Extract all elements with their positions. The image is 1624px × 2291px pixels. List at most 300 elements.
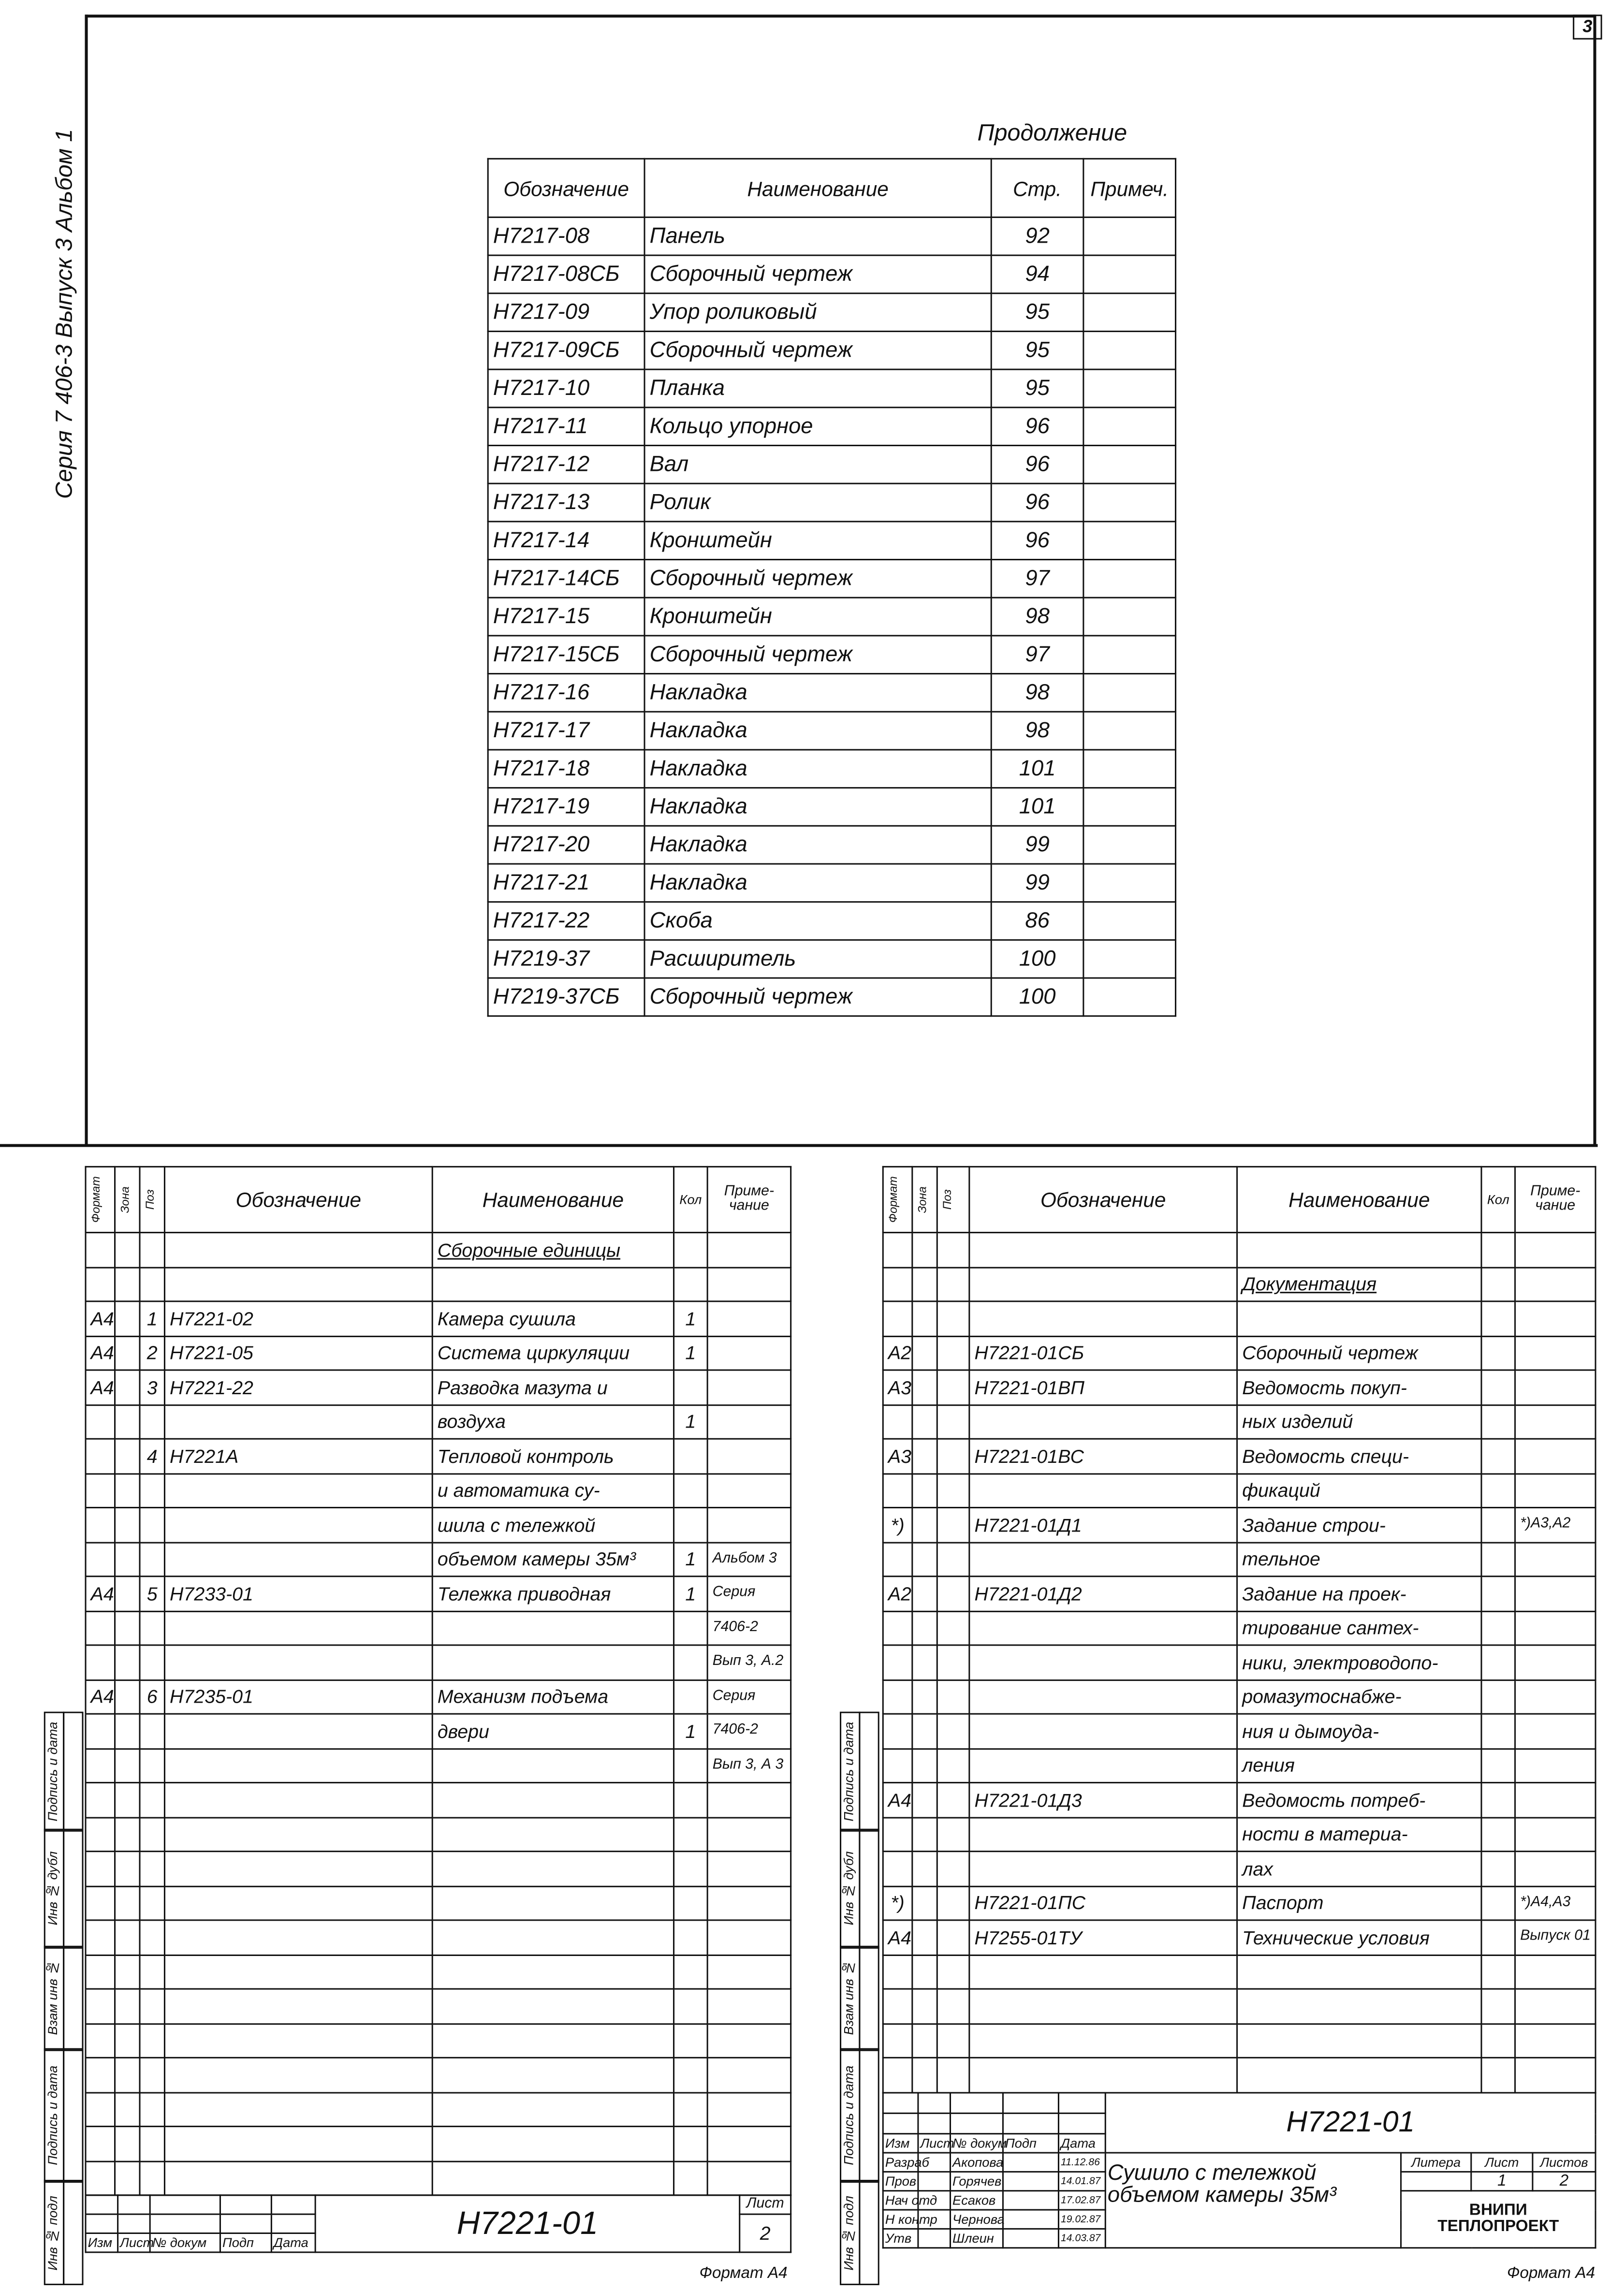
position-cell (140, 1817, 164, 1852)
name-cell (432, 1611, 673, 1645)
spec-row (86, 1267, 791, 1301)
note-cell (1515, 1370, 1595, 1404)
name-cell: Ведомость потреб- (1237, 1782, 1481, 1817)
side-stamp-cell: Инв № дубл (840, 1829, 860, 1949)
designation-cell (164, 1473, 432, 1507)
position-cell (937, 1679, 969, 1714)
header-note: Примеч. (1083, 159, 1176, 217)
note-cell (1515, 1611, 1595, 1645)
quantity-cell (1481, 1370, 1515, 1404)
format-cell (883, 2023, 912, 2058)
position-cell (140, 1852, 164, 1886)
page-cell: 98 (991, 712, 1083, 750)
page-cell: 101 (991, 750, 1083, 788)
name-cell (432, 1886, 673, 1920)
position-cell (937, 1611, 969, 1645)
designation-cell: H7217-16 (488, 674, 644, 712)
position-cell (937, 1955, 969, 1989)
quantity-cell (1481, 1782, 1515, 1817)
zone-cell (115, 2092, 140, 2126)
zone-cell (912, 1576, 937, 1611)
quantity-cell (1481, 1611, 1515, 1645)
format-cell (86, 2023, 115, 2058)
designation-cell (969, 1748, 1237, 1782)
position-cell: 4 (140, 1439, 164, 1473)
name-cell (1237, 1955, 1481, 1989)
format-cell (883, 1233, 912, 1267)
zone-cell (115, 1817, 140, 1852)
spec-row (883, 1507, 1595, 1542)
name-cell: ромазутоснабже- (1237, 1679, 1481, 1714)
note-cell (1515, 1336, 1595, 1370)
designation-cell: H7217-13 (488, 483, 644, 522)
page-cell: 96 (991, 483, 1083, 522)
position-cell (140, 1920, 164, 1955)
spec-row (86, 1955, 791, 1989)
spec-row (86, 1233, 791, 1267)
name-cell: Панель (644, 217, 991, 255)
zone-cell (115, 1473, 140, 1507)
right-title-block (882, 2092, 1596, 2248)
table-row (488, 293, 1175, 332)
note-cell (707, 1404, 790, 1439)
format-cell: A4 (86, 1370, 115, 1404)
sheets-value: 2 (1533, 2172, 1595, 2190)
name-cell: Сборочный чертеж (644, 978, 991, 1016)
spec-row (86, 2127, 791, 2161)
stamp-header-cell: Изм (883, 2134, 918, 2153)
table-header (86, 1167, 791, 1232)
note-cell (707, 1267, 790, 1301)
spec-row (883, 1852, 1595, 1886)
note-cell (1083, 293, 1176, 332)
zone-cell (912, 1920, 937, 1955)
zone-cell (115, 1336, 140, 1370)
side-stamp-cell: Взам инв № (840, 1946, 860, 2051)
note-cell (1083, 483, 1176, 522)
name-cell (432, 1645, 673, 1679)
position-cell (140, 2058, 164, 2092)
zone-cell (115, 1267, 140, 1301)
format-cell: *) (883, 1886, 912, 1920)
continuation-label: Продолжение (977, 121, 1127, 146)
note-cell (1083, 217, 1176, 255)
header-position (937, 1167, 969, 1232)
designation-cell: H7217-21 (488, 864, 644, 902)
note-cell (707, 1473, 790, 1507)
quantity-cell (674, 1817, 708, 1852)
designation-cell: H7221-01ПС (969, 1886, 1237, 1920)
table-row (488, 255, 1175, 293)
name-cell: тирование сантех- (1237, 1611, 1481, 1645)
name-cell: Накладка (644, 674, 991, 712)
name-cell (432, 1782, 673, 1817)
note-cell (707, 2127, 790, 2161)
name-cell (432, 1748, 673, 1782)
note-cell: Альбом 3 (707, 1542, 790, 1576)
stamp-header-cell: № докум (150, 2233, 220, 2252)
format-cell (86, 1507, 115, 1542)
zone-cell (115, 1576, 140, 1611)
designation-cell (969, 1611, 1237, 1645)
blank-cell (918, 2229, 951, 2247)
signer-role: Утв (883, 2229, 918, 2247)
page-cell: 100 (991, 940, 1083, 978)
position-cell (140, 1955, 164, 1989)
designation-cell: H7221-01Д1 (969, 1507, 1237, 1542)
designation-cell (164, 1645, 432, 1679)
designation-cell (164, 2023, 432, 2058)
name-cell: Ролик (644, 483, 991, 522)
designation-cell: H7217-09 (488, 293, 644, 332)
position-cell (937, 1989, 969, 2023)
note-cell (1083, 826, 1176, 864)
position-cell (937, 2058, 969, 2092)
side-stamp-cell: Подпись и дата (44, 2048, 64, 2183)
zone-cell (115, 1233, 140, 1267)
spec-row (86, 2092, 791, 2126)
zone-cell (115, 1645, 140, 1679)
zone-cell (115, 1852, 140, 1886)
designation-cell (164, 2161, 432, 2195)
name-cell (432, 1267, 673, 1301)
position-cell (937, 1748, 969, 1782)
side-stamp-cell: Взам инв № (44, 1946, 64, 2051)
note-cell (707, 1336, 790, 1370)
designation-cell (164, 2127, 432, 2161)
format-cell (883, 2058, 912, 2092)
quantity-cell (674, 2127, 708, 2161)
signer-role: Разраб (883, 2153, 918, 2172)
format-cell: *) (883, 1507, 912, 1542)
stamp-header-cell: Дата (1058, 2134, 1105, 2153)
spec-row (883, 1920, 1595, 1955)
frame-line (85, 15, 1595, 17)
quantity-cell (674, 1679, 708, 1714)
designation-cell (969, 1301, 1237, 1336)
quantity-cell (674, 1370, 708, 1404)
note-cell (1515, 1404, 1595, 1439)
side-stamp-value (859, 1946, 879, 2051)
zone-cell (912, 1301, 937, 1336)
note-cell (707, 1782, 790, 1817)
name-cell: ности в материа- (1237, 1817, 1481, 1852)
name-cell: Скоба (644, 902, 991, 940)
header-position (140, 1167, 164, 1232)
note-cell: *)A3,A2 (1515, 1507, 1595, 1542)
zone-cell (912, 1233, 937, 1267)
quantity-cell (1481, 1714, 1515, 1748)
sheet-label: Лист (740, 2195, 791, 2214)
name-cell (1237, 1301, 1481, 1336)
note-cell (1083, 598, 1176, 636)
name-cell: Упор роликовый (644, 293, 991, 332)
position-cell (937, 1370, 969, 1404)
spec-row (86, 1301, 791, 1336)
name-cell: Кольцо упорное (644, 408, 991, 446)
signature-cell (1003, 2153, 1058, 2172)
designation-cell: H7255-01ТУ (969, 1920, 1237, 1955)
name-cell: Система циркуляции (432, 1336, 673, 1370)
frame-line (85, 15, 88, 1144)
note-cell (1083, 255, 1176, 293)
format-cell (883, 1955, 912, 1989)
zone-cell (115, 1748, 140, 1782)
table-row (488, 674, 1175, 712)
designation-cell (164, 1404, 432, 1439)
format-cell: A4 (883, 1782, 912, 1817)
note-cell (707, 1370, 790, 1404)
frame-line (1594, 15, 1596, 1144)
spec-row (883, 1782, 1595, 1817)
name-cell (1237, 1233, 1481, 1267)
spec-row (86, 1782, 791, 1817)
sheet-label: Лист (1471, 2153, 1533, 2172)
designation-cell (164, 1748, 432, 1782)
position-cell (140, 1989, 164, 2023)
spec-row (86, 1920, 791, 1955)
name-cell (432, 1817, 673, 1852)
note-cell (707, 1886, 790, 1920)
product-name (1105, 2153, 1401, 2248)
header-format (883, 1167, 912, 1232)
designation-cell: H7235-01 (164, 1679, 432, 1714)
zone-cell (115, 1989, 140, 2023)
designation-cell: H7219-37 (488, 940, 644, 978)
quantity-cell: 1 (674, 1336, 708, 1370)
position-cell: 1 (140, 1301, 164, 1336)
position-cell (937, 1886, 969, 1920)
designation-cell (164, 1267, 432, 1301)
zone-cell (912, 2023, 937, 2058)
zone-cell (912, 1714, 937, 1748)
header-zone-text: Зона (118, 1186, 132, 1213)
name-cell: Разводка мазута и (432, 1370, 673, 1404)
table-row (488, 978, 1175, 1016)
zone-cell (912, 1852, 937, 1886)
litera-value (1401, 2172, 1471, 2190)
designation-cell: H7217-22 (488, 902, 644, 940)
zone-cell (115, 1404, 140, 1439)
organization-line: ТЕПЛОПРОЕКТ (1437, 2218, 1559, 2236)
name-cell: Сборочный чертеж (1237, 1336, 1481, 1370)
designation-cell (164, 1920, 432, 1955)
designation-cell: H7217-14 (488, 522, 644, 560)
spec-row (86, 1404, 791, 1439)
signer-row (883, 2153, 1595, 2172)
format-cell (883, 1611, 912, 1645)
designation-cell (164, 2058, 432, 2092)
format-cell (86, 1233, 115, 1267)
quantity-cell (1481, 1507, 1515, 1542)
stamp-header-cell: Лист (918, 2134, 951, 2153)
designation-cell (969, 1955, 1237, 1989)
position-cell (937, 2023, 969, 2058)
format-cell (883, 1679, 912, 1714)
position-cell (140, 1645, 164, 1679)
name-cell (1237, 2023, 1481, 2058)
position-cell (937, 1473, 969, 1507)
name-cell: Тележка приводная (432, 1576, 673, 1611)
page-cell: 92 (991, 217, 1083, 255)
zone-cell (115, 2127, 140, 2161)
position-cell (937, 1576, 969, 1611)
signer-name: Чернова (951, 2210, 1003, 2229)
designation-cell (969, 1817, 1237, 1852)
name-cell: Задание строи- (1237, 1507, 1481, 1542)
spec-row (86, 1886, 791, 1920)
note-cell (707, 1507, 790, 1542)
format-cell (86, 1886, 115, 1920)
designation-cell (164, 1852, 432, 1886)
note-cell (1515, 1473, 1595, 1507)
note-cell (1083, 750, 1176, 788)
position-cell (140, 2161, 164, 2195)
note-cell: Вып 3, А.2 (707, 1645, 790, 1679)
series-label: Серия 7 406-3 Выпуск 3 Альбом 1 (52, 130, 78, 500)
name-cell: Накладка (644, 788, 991, 826)
note-cell (1515, 1645, 1595, 1679)
quantity-cell (1481, 1301, 1515, 1336)
name-cell: тельное (1237, 1542, 1481, 1576)
format-cell (86, 1852, 115, 1886)
format-cell (86, 1748, 115, 1782)
note-cell (1083, 369, 1176, 408)
format-cell (883, 1714, 912, 1748)
signature-cell (1003, 2210, 1058, 2229)
header-zone (912, 1167, 937, 1232)
designation-cell (969, 1714, 1237, 1748)
note-cell (707, 1920, 790, 1955)
quantity-cell (674, 1920, 708, 1955)
quantity-cell (674, 2023, 708, 2058)
position-cell (140, 1714, 164, 1748)
quantity-cell (1481, 1679, 1515, 1714)
signer-name: Горячев (951, 2172, 1003, 2190)
note-cell (1083, 522, 1176, 560)
zone-cell (912, 1679, 937, 1714)
format-cell: A4 (86, 1301, 115, 1336)
spec-row (86, 1473, 791, 1507)
table-row (488, 217, 1175, 255)
note-cell: Серия (707, 1679, 790, 1714)
designation-cell (164, 1989, 432, 2023)
quantity-cell (1481, 1852, 1515, 1886)
signer-name: Шлеин (951, 2229, 1003, 2247)
position-cell (937, 1301, 969, 1336)
designation-cell: H7217-14СБ (488, 560, 644, 598)
note-cell (1083, 674, 1176, 712)
designation-cell (969, 1404, 1237, 1439)
page-cell: 97 (991, 636, 1083, 674)
page-cell: 99 (991, 864, 1083, 902)
side-stamp-cell: Инв № дубл (44, 1829, 64, 1949)
zone-cell (912, 1404, 937, 1439)
name-cell: воздуха (432, 1404, 673, 1439)
stamp-header-cell: Лист (118, 2233, 150, 2252)
sheet-value: 2 (740, 2214, 791, 2252)
frame-line (0, 1144, 1598, 1146)
format-cell (883, 1817, 912, 1852)
designation-cell (969, 1645, 1237, 1679)
name-cell: ния и дымоуда- (1237, 1714, 1481, 1748)
header-designation: Обозначение (488, 159, 644, 217)
header-note: Приме-чание (1515, 1167, 1595, 1232)
spec-row (883, 1886, 1595, 1920)
side-stamp-value (859, 1712, 879, 1832)
product-name-line: Сушило с тележкой (1107, 2160, 1317, 2186)
zone-cell (912, 1267, 937, 1301)
designation-cell: H7217-08 (488, 217, 644, 255)
spec-row (883, 1542, 1595, 1576)
sheet-number: 3 (1573, 15, 1602, 39)
spec-row (86, 2161, 791, 2195)
designation-cell (969, 1852, 1237, 1886)
page-cell: 98 (991, 674, 1083, 712)
note-cell (1515, 2023, 1595, 2058)
note-cell (1083, 331, 1176, 369)
header-format (86, 1167, 115, 1232)
spec-row (86, 2058, 791, 2092)
quantity-cell: 1 (674, 1542, 708, 1576)
format-cell (883, 1645, 912, 1679)
position-cell (937, 1439, 969, 1473)
spec-row (86, 1439, 791, 1473)
table-row (488, 712, 1175, 750)
header-zone (115, 1167, 140, 1232)
name-cell: Камера сушила (432, 1301, 673, 1336)
name-cell: ных изделий (1237, 1404, 1481, 1439)
header-zone-text: Зона (916, 1186, 929, 1213)
signer-name: Есаков (951, 2191, 1003, 2210)
format-cell (86, 1989, 115, 2023)
designation-cell: H7221-22 (164, 1370, 432, 1404)
position-cell: 2 (140, 1336, 164, 1370)
spec-row (883, 1817, 1595, 1852)
format-cell (883, 1748, 912, 1782)
note-cell: Вып 3, А 3 (707, 1748, 790, 1782)
left-title-code: H7221-01 (315, 2195, 740, 2252)
side-stamp-cell: Подпись и дата (44, 1712, 64, 1832)
format-cell (883, 1542, 912, 1576)
designation-cell (969, 1679, 1237, 1714)
quantity-cell (1481, 1473, 1515, 1507)
designation-cell: H7221A (164, 1439, 432, 1473)
name-cell: Вал (644, 445, 991, 483)
zone-cell (115, 1782, 140, 1817)
name-cell: шила с тележкой (432, 1507, 673, 1542)
designation-cell (969, 1267, 1237, 1301)
header-note: Приме-чание (707, 1167, 790, 1232)
quantity-cell: 1 (674, 1301, 708, 1336)
name-cell: и автоматика су- (432, 1473, 673, 1507)
designation-cell: H7217-12 (488, 445, 644, 483)
position-cell (140, 1473, 164, 1507)
designation-cell (164, 1817, 432, 1852)
note-cell: *)A4,A3 (1515, 1886, 1595, 1920)
designation-cell: H7233-01 (164, 1576, 432, 1611)
zone-cell (912, 1955, 937, 1989)
table-row (488, 369, 1175, 408)
note-cell (1083, 940, 1176, 978)
format-cell (86, 1439, 115, 1473)
side-stamp-value (63, 2180, 83, 2285)
quantity-cell (1481, 1748, 1515, 1782)
name-cell: ники, электроводопо- (1237, 1645, 1481, 1679)
format-cell (86, 1645, 115, 1679)
note-cell (1083, 445, 1176, 483)
sign-date: 11.12.86 (1058, 2153, 1105, 2172)
